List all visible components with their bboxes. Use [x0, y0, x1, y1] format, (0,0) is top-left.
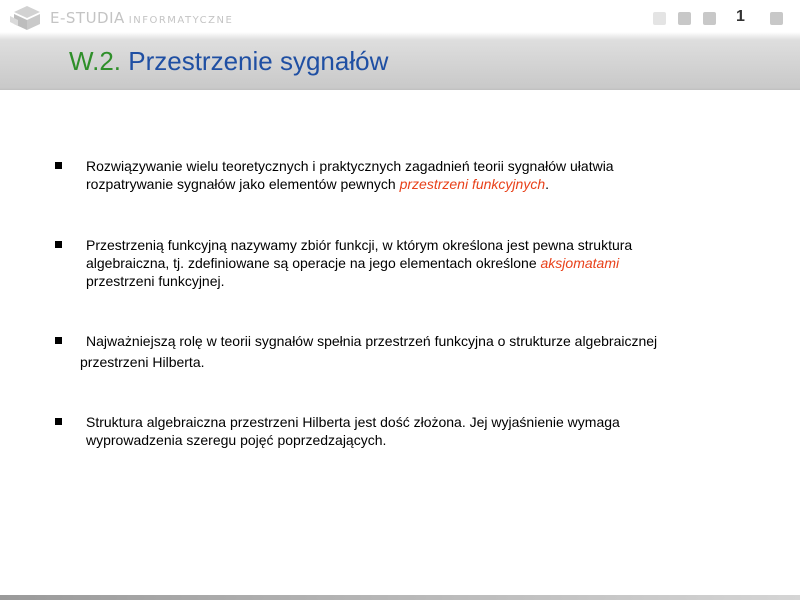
- bullet-marker-icon: [55, 241, 62, 248]
- page-number: 1: [736, 8, 745, 25]
- footer-band: [0, 595, 800, 600]
- bullet-text-part: algebraiczna, tj. zdefiniowane są operacje na jego elementach określone: [86, 255, 541, 271]
- nav-square-icon[interactable]: [770, 12, 783, 25]
- bullet-item: [55, 332, 735, 371]
- nav-square-icon[interactable]: [653, 12, 666, 25]
- bullet-line: przestrzeni Hilberta.: [80, 354, 205, 370]
- bullet-item: [55, 236, 735, 290]
- bullet-text-part: .: [545, 176, 550, 192]
- nav-square-icon[interactable]: [678, 12, 691, 25]
- bullet-marker-icon: [55, 162, 62, 169]
- slide-title: [69, 46, 388, 77]
- bullet-line: przestrzeni funkcyjnej.: [86, 273, 225, 289]
- bullet-text: [86, 413, 735, 449]
- highlight-term: aksjomatami: [540, 255, 620, 271]
- title-number: W.2.: [69, 46, 122, 76]
- logo-main: E-STUDIA: [50, 9, 125, 27]
- title-text: Przestrzenie sygnałów: [128, 46, 389, 76]
- bullet-line: Struktura algebraiczna przestrzeni Hilberta jest dość złożona. Jej wyjaśnienie wymaga: [86, 414, 620, 430]
- bullet-line: Najważniejszą rolę w teorii sygnałów spełnia przestrzeń funkcyjna o strukturze algebraicznej: [86, 333, 658, 349]
- bullet-text-part: rozpatrywanie sygnałów jako elementów pewnych: [86, 176, 400, 192]
- bullet-marker-icon: [55, 337, 62, 344]
- bullet-item: [55, 157, 735, 193]
- bullet-text: [80, 332, 735, 371]
- bullet-line: [86, 254, 735, 272]
- bullet-text: [86, 236, 735, 290]
- bullet-line: Rozwiązywanie wielu teoretycznych i praktycznych zagadnień teorii sygnałów ułatwia: [86, 158, 614, 174]
- bullet-item: [55, 413, 735, 449]
- bullet-marker-icon: [55, 418, 62, 425]
- bullet-line: wyprowadzenia szeregu pojęć poprzedzających.: [86, 432, 387, 448]
- bullet-line: [86, 175, 735, 193]
- logo-sub: INFORMATYCZNE: [128, 15, 234, 26]
- bullet-line: Przestrzenią funkcyjną nazywamy zbiór funkcji, w którym określona jest pewna struktura: [86, 237, 633, 253]
- nav-square-icon[interactable]: [703, 12, 716, 25]
- bullet-text: [86, 157, 735, 193]
- highlight-term: przestrzeni funkcyjnych: [399, 176, 546, 192]
- slide-navigation: [0, 12, 800, 26]
